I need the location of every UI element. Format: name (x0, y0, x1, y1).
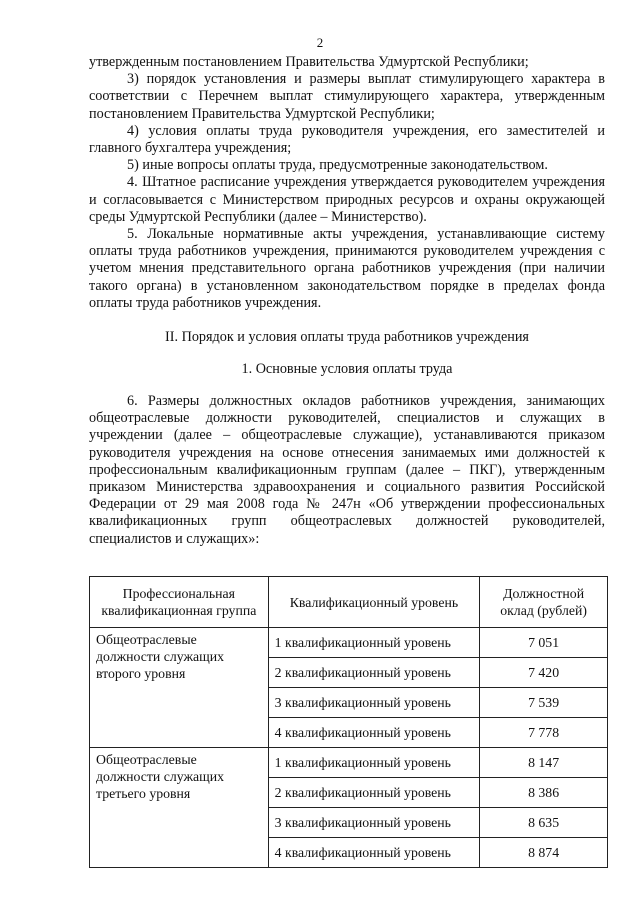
level-cell: 1 квалификационный уровень (268, 628, 480, 658)
group-name: Общеотраслевые должности служащих второго уровня (90, 628, 269, 748)
table-header-row (90, 577, 608, 628)
page-number: 2 (316, 35, 324, 50)
salary-cell: 8 147 (480, 748, 608, 778)
salary-cell: 7 778 (480, 718, 608, 748)
table-row (90, 748, 608, 778)
paragraph-continuation: утвержденным постановлением Правительства Удмуртской Республики; (89, 54, 529, 70)
level-cell: 3 квалификационный уровень (268, 688, 480, 718)
group-name: Общеотраслевые должности служащих третьего уровня (90, 748, 269, 868)
level-cell: 2 квалификационный уровень (268, 778, 480, 808)
header-salary: Должностной оклад (рублей) (480, 577, 608, 628)
paragraph-clause-4: 4. Штатное расписание учреждения утверждается руководителем учреждения и согласовывается с Министерством природных ресурсов и охраны окружающей среды Удмуртской Республики (далее – Министерство). (89, 174, 605, 225)
level-cell: 3 квалификационный уровень (268, 808, 480, 838)
salary-cell: 7 051 (480, 628, 608, 658)
section-heading: II. Порядок и условия оплаты труда работников учреждения (165, 329, 529, 346)
paragraph-clause-6: 6. Размеры должностных окладов работников учреждения, занимающих общеотраслевые должности руководителей, специалистов и служащих в учреждении (далее – общеотраслевые служащие), устанавливаются приказом руководителя учреждения на основе отнесения занимаемых ими должностей к профессиональным квалификационным группам (далее – ПКГ), утвержденным приказом Министерства здравоохранения и социального развития Российской Федерации от 29 мая 2008 года № 247н «Об утверждении профессиональных квалификационных групп общеотраслевых должностей руководителей, специалистов и служащих»: (89, 393, 605, 547)
table-row (90, 628, 608, 658)
paragraph-clause-5: 5. Локальные нормативные акты учреждения, устанавливающие систему оплаты труда работников учреждения, принимаются руководителем учреждения с учетом мнения представительного органа работников учреждения (при наличии такого органа) в установленном законодательством порядке в пределах фонда оплаты труда работников учреждения. (89, 226, 605, 311)
salary-cell: 8 635 (480, 808, 608, 838)
level-cell: 4 квалификационный уровень (268, 718, 480, 748)
header-group: Профессиональная квалификационная группа (90, 577, 269, 628)
level-cell: 2 квалификационный уровень (268, 658, 480, 688)
salary-table (89, 576, 608, 868)
salary-cell: 7 420 (480, 658, 608, 688)
paragraph-item-3: 3) порядок установления и размеры выплат стимулирующего характера в соответствии с Перечнем выплат стимулирующего характера, утвержденным постановлением Правительства Удмуртской Республики; (89, 71, 605, 122)
level-cell: 4 квалификационный уровень (268, 838, 480, 868)
salary-cell: 8 386 (480, 778, 608, 808)
subsection-heading: 1. Основные условия оплаты труда (241, 361, 453, 378)
header-level: Квалификационный уровень (268, 577, 480, 628)
level-cell: 1 квалификационный уровень (268, 748, 480, 778)
paragraph-item-4: 4) условия оплаты труда руководителя учреждения, его заместителей и главного бухгалтера учреждения; (89, 122, 605, 157)
paragraph-item-5: 5) иные вопросы оплаты труда, предусмотренные законодательством. (127, 157, 548, 174)
salary-cell: 8 874 (480, 838, 608, 868)
salary-cell: 7 539 (480, 688, 608, 718)
document-body (89, 54, 605, 548)
